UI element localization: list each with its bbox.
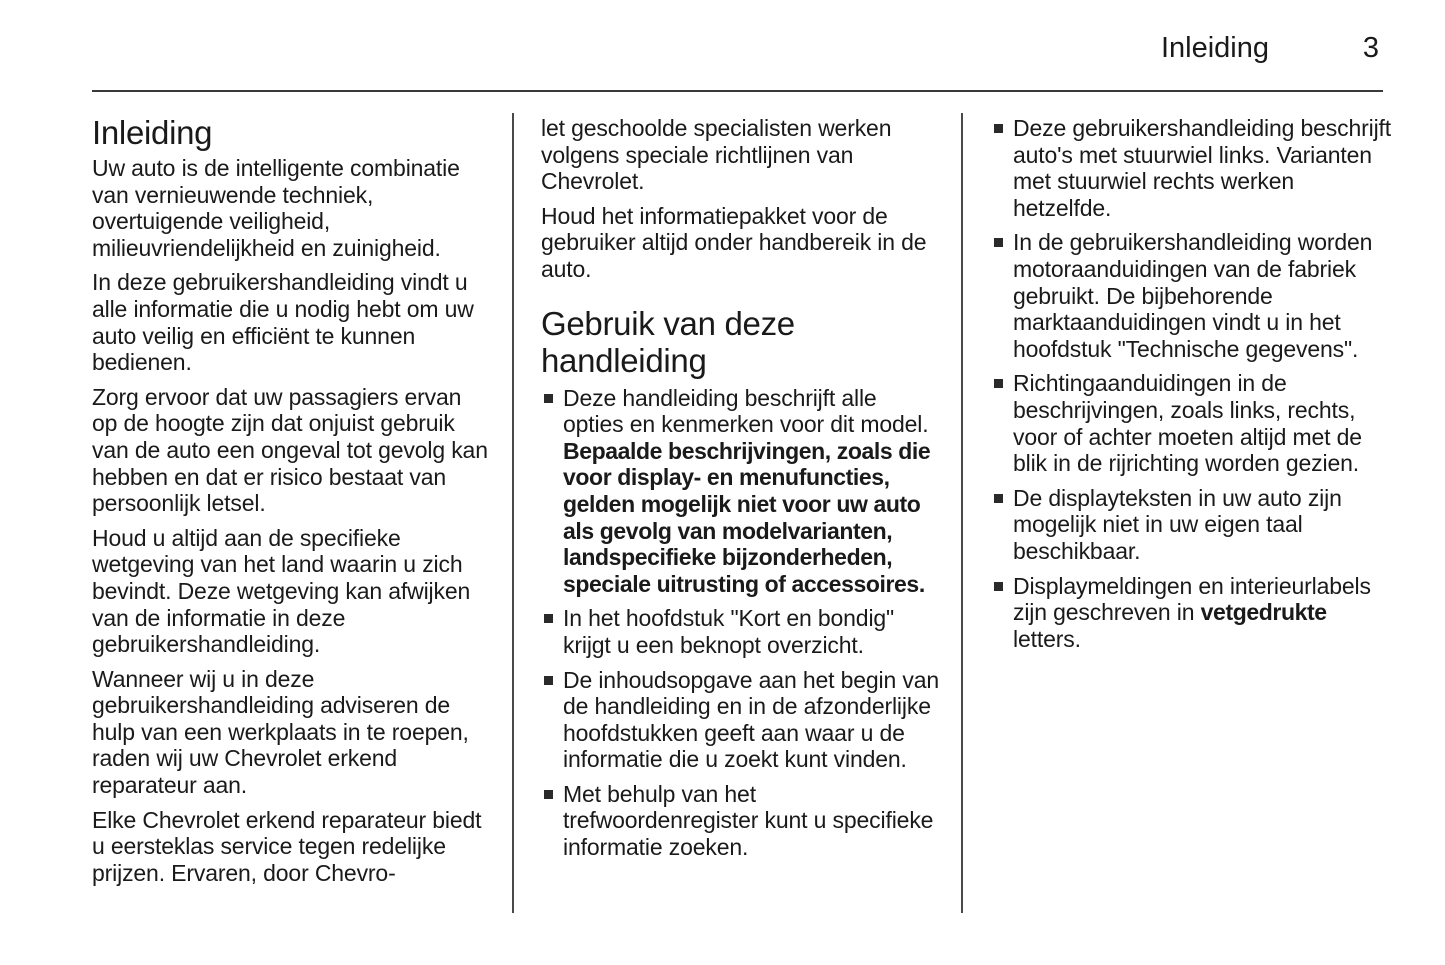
column-3	[991, 115, 1391, 660]
column-1	[92, 113, 492, 894]
square-bullet-icon	[544, 790, 553, 799]
square-bullet-icon	[994, 582, 1003, 591]
running-header	[92, 30, 1383, 70]
list-item-text: letters.	[1013, 625, 1081, 652]
list-item	[541, 667, 941, 773]
square-bullet-icon	[544, 614, 553, 623]
square-bullet-icon	[994, 379, 1003, 388]
bullet-list	[541, 385, 941, 861]
square-bullet-icon	[994, 124, 1003, 133]
paragraph: Elke Chevrolet erkend reparateur biedt u eersteklas service tegen redelijke prijzen. Ervaren, door Chevro-	[92, 806, 482, 886]
list-item-text: De inhoudsopgave aan het begin van de handleiding en in de afzonderlijke hoofdstukken geeft aan waar u de informatie die u zoekt kunt vinden.	[563, 666, 939, 773]
column-divider	[961, 113, 963, 913]
paragraph: let geschoolde specialisten werken volgens speciale richtlijnen van Chevrolet.	[541, 115, 892, 195]
header-rule	[92, 90, 1383, 92]
square-bullet-icon	[544, 394, 553, 403]
list-item-text: In het hoofdstuk "Kort en bondig" krijgt u een beknopt overzicht.	[563, 605, 895, 658]
list-item-text: Richtingaanduidingen in de beschrijvingen, zoals links, rechts, voor of achter moeten altijd met de blik in de rijrichting worden gezien.	[1013, 370, 1362, 477]
column-2	[541, 115, 941, 869]
square-bullet-icon	[994, 494, 1003, 503]
list-item	[991, 115, 1391, 221]
list-item	[991, 573, 1391, 653]
paragraph: Houd het informatiepakket voor de gebruiker altijd onder handbereik in de auto.	[541, 202, 927, 282]
list-item	[991, 229, 1391, 362]
paragraph: Uw auto is de intelligente combinatie van vernieuwende techniek, overtuigende veiligheid, milieuvriendelijkheid en zuinigheid.	[92, 155, 460, 261]
paragraph: Houd u altijd aan de specifieke wetgeving van het land waarin u zich bevindt. Deze wetgeving kan afwijken van de informatie in deze gebruikershandleiding.	[92, 524, 471, 658]
list-item	[541, 385, 941, 598]
list-item-text: Deze handleiding beschrijft alle opties en kenmerken voor dit model.	[563, 384, 929, 438]
page-number: 3	[1362, 32, 1379, 64]
list-item	[991, 370, 1391, 476]
list-item-bold-text: vetgedrukte	[1200, 599, 1327, 626]
list-item-text: Displaymeldingen en interieurlabels zijn geschreven in	[1013, 572, 1371, 626]
list-item	[991, 485, 1391, 565]
column-divider	[512, 113, 514, 913]
list-item-text: De displayteksten in uw auto zijn mogelijk niet in uw eigen taal beschikbaar.	[1013, 484, 1342, 564]
square-bullet-icon	[994, 238, 1003, 247]
section-heading-gebruik: Gebruik van deze handleiding	[541, 304, 795, 379]
list-item-text: In de gebruikershandleiding worden motoraanduidingen van de fabriek gebruikt. De bijbehorende marktaanduidingen vindt u in het hoofdstuk "Technische gegevens".	[1013, 229, 1373, 362]
list-item	[541, 605, 941, 658]
paragraph: In deze gebruikershandleiding vindt u alle informatie die u nodig hebt om uw auto veilig en efficiënt te kunnen bedienen.	[92, 269, 474, 376]
paragraph: Zorg ervoor dat uw passagiers ervan op de hoogte zijn dat onjuist gebruik van de auto een ongeval tot gevolg kan hebben en dat er risico bestaat van persoonlijk letsel.	[92, 383, 488, 517]
section-heading-inleiding: Inleiding	[92, 114, 213, 151]
header-chapter-title: Inleiding	[1160, 32, 1269, 64]
paragraph: Wanneer wij u in deze gebruikershandleiding adviseren de hulp van een werkplaats in te roepen, raden wij uw Chevrolet erkend reparateur aan.	[92, 665, 469, 799]
list-item	[541, 781, 941, 861]
list-item-text: Deze gebruikershandleiding beschrijft auto's met stuurwiel links. Varianten met stuurwiel rechts werken hetzelfde.	[1013, 115, 1392, 221]
bullet-list	[991, 115, 1391, 652]
list-item-bold-text: Bepaalde beschrijvingen, zoals die voor display- en menufuncties, gelden mogelijk niet voor uw auto als gevolg van modelvarianten, landspecifieke bijzonderheden, speciale uitrusting of accessoires.	[563, 437, 931, 597]
square-bullet-icon	[544, 676, 553, 685]
list-item-text: Met behulp van het trefwoordenregister kunt u specifieke informatie zoeken.	[563, 780, 934, 861]
